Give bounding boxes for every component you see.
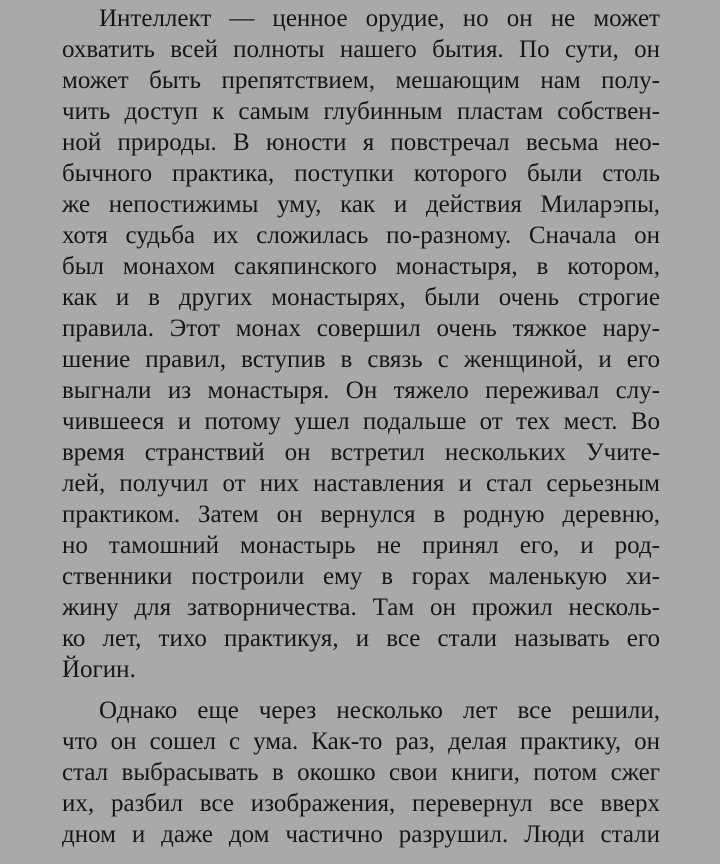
- text-line: Однако еще через несколько лет все решили,: [99, 697, 660, 724]
- text-line: жину для затворничества. Там он прожил несколь-: [62, 594, 660, 621]
- text-line: ной природы. В юности я повстречал весьма нео-: [62, 129, 660, 156]
- text-line: ственники построили ему в горах маленькую хи-: [62, 563, 660, 590]
- text-line: хотя судьба их сложилась по-разному. Сначала он: [62, 222, 660, 249]
- text-line: ко лет, тихо практикуя, и все стали называть его: [62, 625, 660, 652]
- text-line: чить доступ к самым глубинным пластам собствен-: [62, 98, 660, 125]
- text-line: что он сошел с ума. Как-то раз, делая практику, он: [62, 728, 660, 755]
- text-line: лей, получил от них наставления и стал серьезным: [62, 470, 660, 497]
- text-line: как и в других монастырях, были очень строгие: [62, 284, 660, 311]
- paragraph-gap: [62, 685, 660, 695]
- text-line: Йогин.: [62, 656, 136, 683]
- text-line: был монахом сакяпинского монастыря, в котором,: [62, 253, 660, 280]
- paragraph-2: [62, 695, 660, 850]
- text-line: охватить всей полноты нашего бытия. По сути, он: [62, 36, 660, 63]
- text-line: чившееся и потому ушел подальше от тех мест. Во: [62, 408, 660, 435]
- text-line: стал выбрасывать в окошко свои книги, потом сжег: [62, 759, 660, 786]
- text-line: Интеллект — ценное орудие, но он не может: [99, 5, 660, 32]
- text-line: бычного практика, поступки которого были столь: [62, 160, 660, 187]
- paragraph-1: [62, 3, 660, 685]
- text-line: но тамошний монастырь не принял его, и род-: [62, 532, 660, 559]
- text-line: практиком. Затем он вернулся в родную деревню,: [62, 501, 660, 528]
- text-line: их, разбил все изображения, перевернул все вверх: [62, 790, 660, 817]
- text-line: время странствий он встретил нескольких Учите-: [62, 439, 660, 466]
- text-line: дном и даже дом частично разрушил. Люди стали: [62, 821, 660, 848]
- text-line: правила. Этот монах совершил очень тяжкое нару-: [62, 315, 660, 342]
- text-line: может быть препятствием, мешающим нам полу-: [62, 67, 660, 94]
- text-line: выгнали из монастыря. Он тяжело переживал слу-: [62, 377, 660, 404]
- book-page: [62, 0, 660, 850]
- text-line: же непостижимы уму, как и действия Миларэпы,: [62, 191, 660, 218]
- text-line: шение правил, вступив в связь с женщиной, и его: [62, 346, 660, 373]
